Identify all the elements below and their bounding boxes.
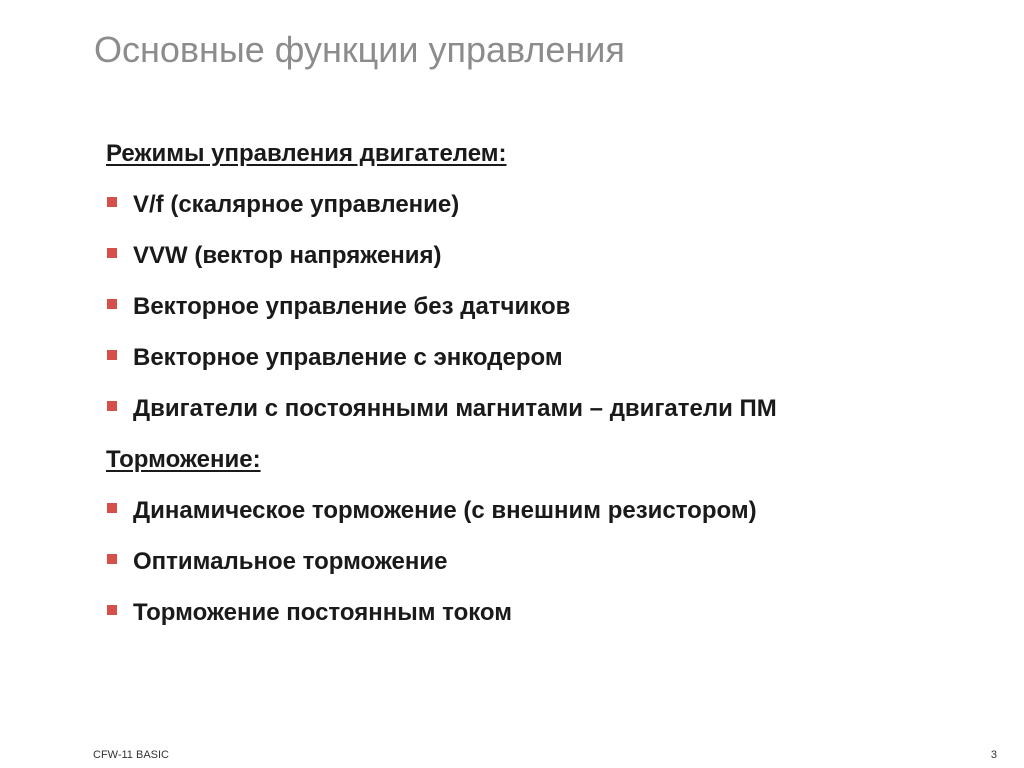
list-item-label: V/f (скалярное управление) [133,191,460,218]
list-item [106,236,986,287]
motor-modes-list [106,185,986,440]
list-item [106,542,986,593]
list-item-label: Двигатели с постоянными магнитами – двигатели ПМ [133,395,777,422]
braking-list [106,491,986,644]
square-bullet-icon [107,197,117,207]
list-item [106,338,986,389]
page-title: Основные функции управления [94,29,625,70]
square-bullet-icon [107,299,117,309]
list-item [106,287,986,338]
square-bullet-icon [107,554,117,564]
square-bullet-icon [107,248,117,258]
list-item [106,491,986,542]
list-item-label: Торможение постоянным током [133,599,513,626]
list-item [106,185,986,236]
square-bullet-icon [107,605,117,615]
slide-content [106,134,986,644]
list-item [106,389,986,440]
list-item-label: VVW (вектор напряжения) [133,242,442,269]
list-item [106,593,986,644]
section-heading-motor-modes: Режимы управления двигателем: [106,140,507,167]
list-item-label: Векторное управление с энкодером [133,344,563,371]
square-bullet-icon [107,350,117,360]
footer-label: CFW-11 BASIC [93,749,169,761]
square-bullet-icon [107,401,117,411]
list-item-label: Векторное управление без датчиков [133,293,571,320]
page-number: 3 [990,749,997,761]
list-item-label: Динамическое торможение (с внешним резистором) [133,497,757,524]
section-heading-braking: Торможение: [106,446,261,473]
list-item-label: Оптимальное торможение [133,548,448,575]
square-bullet-icon [107,503,117,513]
